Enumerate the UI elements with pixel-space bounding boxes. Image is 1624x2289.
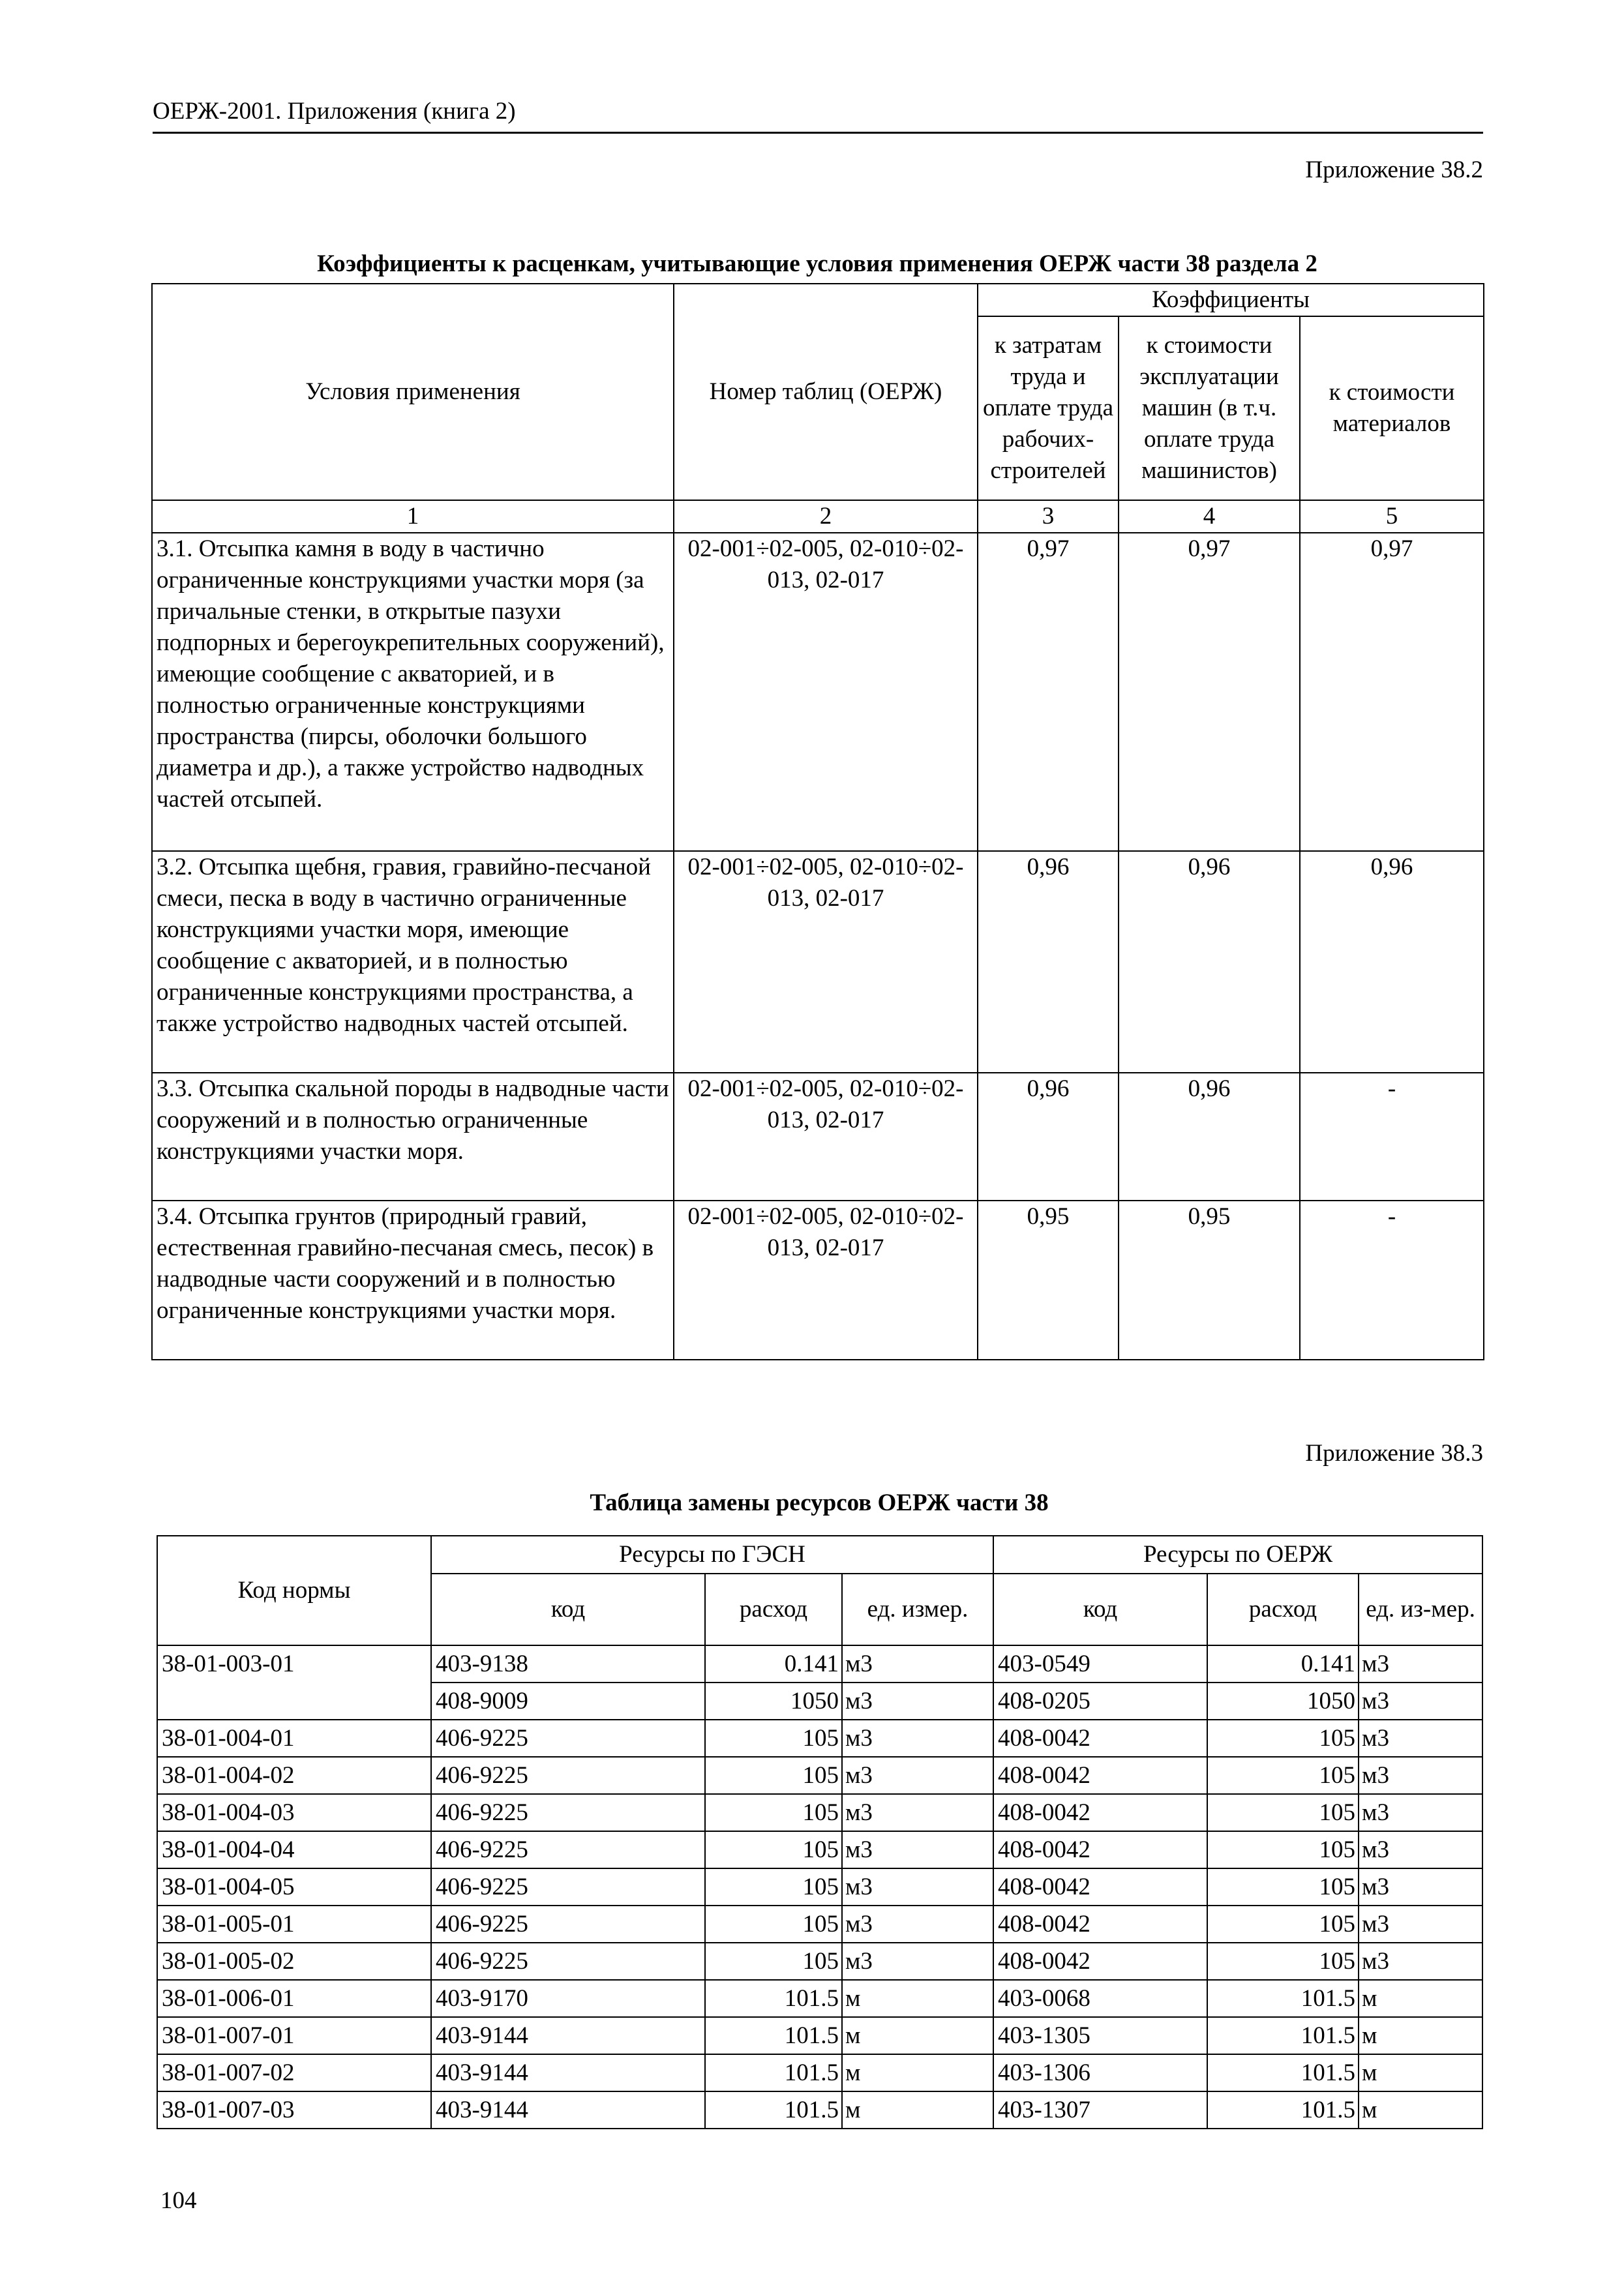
gesn-code-cell: 403-9170 [431,1980,705,2017]
machines-coef: 0,96 [1119,851,1300,1073]
labor-coef: 0,96 [978,851,1119,1073]
gesn-code-cell: 403-9144 [431,2054,705,2091]
table1-caption: Коэффициенты к расценкам, учитывающие условия применения ОЕРЖ части 38 раздела 2 [317,250,1317,277]
running-head: ОЕРЖ-2001. Приложения (книга 2) [153,97,1483,134]
oerzh-code-cell: 408-0042 [993,1943,1207,1980]
oerzh-consumption-cell: 105 [1207,1831,1359,1868]
table-row [157,1645,1482,1683]
gesn-code-cell: 406-9225 [431,1906,705,1943]
header-consumption: расход [1207,1574,1359,1645]
oerzh-consumption-cell: 105 [1207,1757,1359,1794]
oerzh-unit-cell: м3 [1359,1906,1482,1943]
oerzh-unit-cell: м [1359,2091,1482,2129]
gesn-consumption-cell: 101.5 [705,1980,842,2017]
page-number: 104 [160,2187,197,2214]
gesn-unit-cell: м3 [842,1645,993,1683]
appendix-label: Приложение 38.3 [1305,1440,1483,1467]
machines-coef: 0,95 [1119,1201,1300,1360]
header-code: код [431,1574,705,1645]
table-row [157,1906,1482,1943]
gesn-unit-cell: м3 [842,1683,993,1720]
table-row [152,1201,1484,1360]
gesn-code-cell: 403-9144 [431,2017,705,2054]
table-row [157,2054,1482,2091]
oerzh-code-cell: 403-0068 [993,1980,1207,2017]
oerzh-consumption-cell: 105 [1207,1868,1359,1906]
gesn-code-cell: 403-9144 [431,2091,705,2129]
oerzh-unit-cell: м3 [1359,1683,1482,1720]
gesn-unit-cell: м3 [842,1720,993,1757]
gesn-code-cell: 406-9225 [431,1868,705,1906]
gesn-code-cell: 406-9225 [431,1943,705,1980]
gesn-consumption-cell: 1050 [705,1683,842,1720]
col-number: 1 [152,500,674,533]
oerzh-unit-cell: м [1359,2054,1482,2091]
table-row [157,1720,1482,1757]
norm-code-cell: 38-01-004-05 [157,1868,431,1906]
table-row [152,851,1484,1073]
oerzh-unit-cell: м3 [1359,1943,1482,1980]
oerzh-consumption-cell: 101.5 [1207,1980,1359,2017]
oerzh-consumption-cell: 101.5 [1207,2017,1359,2054]
header-unit: ед. измер. [842,1574,993,1645]
oerzh-code-cell: 403-0549 [993,1645,1207,1683]
table-row [157,1868,1482,1906]
table-row [157,2017,1482,2054]
header-gesn: Ресурсы по ГЭСН [431,1536,993,1574]
tables-cell: 02-001÷02-005, 02-010÷02-013, 02-017 [674,1073,978,1201]
gesn-code-cell: 406-9225 [431,1794,705,1831]
norm-code-cell: 38-01-007-03 [157,2091,431,2129]
condition-cell: 3.2. Отсыпка щебня, гравия, гравийно-песчаной смеси, песка в воду в частично ограниченные конструкциями участки моря, имеющие сообщение с акваторией, и в полностью ограниченные конструкциями пространства, а также устройство надводных частей отсыпей. [152,851,674,1073]
appendix-label: Приложение 38.2 [1305,157,1483,183]
table-row [152,1073,1484,1201]
oerzh-unit-cell: м3 [1359,1831,1482,1868]
header-labor: к затратам труда и оплате труда рабочих-строителей [978,316,1119,500]
gesn-unit-cell: м3 [842,1906,993,1943]
gesn-consumption-cell: 105 [705,1720,842,1757]
oerzh-consumption-cell: 105 [1207,1794,1359,1831]
gesn-consumption-cell: 101.5 [705,2017,842,2054]
oerzh-unit-cell: м3 [1359,1645,1482,1683]
norm-code-cell: 38-01-005-01 [157,1906,431,1943]
table-row [157,1831,1482,1868]
oerzh-consumption-cell: 105 [1207,1943,1359,1980]
materials-coef: 0,97 [1300,533,1484,851]
norm-code-cell: 38-01-006-01 [157,1980,431,2017]
table-row [157,2091,1482,2129]
col-number: 2 [674,500,978,533]
gesn-code-cell: 408-9009 [431,1683,705,1720]
materials-coef: 0,96 [1300,851,1484,1073]
oerzh-code-cell: 408-0042 [993,1868,1207,1906]
gesn-unit-cell: м [842,2017,993,2054]
gesn-consumption-cell: 101.5 [705,2054,842,2091]
oerzh-code-cell: 408-0042 [993,1794,1207,1831]
gesn-unit-cell: м3 [842,1757,993,1794]
norm-code-cell: 38-01-007-01 [157,2017,431,2054]
labor-coef: 0,97 [978,533,1119,851]
oerzh-code-cell: 408-0042 [993,1831,1207,1868]
table-row [157,1943,1482,1980]
labor-coef: 0,95 [978,1201,1119,1360]
oerzh-unit-cell: м3 [1359,1868,1482,1906]
gesn-unit-cell: м [842,1980,993,2017]
gesn-unit-cell: м3 [842,1868,993,1906]
header-table-numbers: Номер таблиц (ОЕРЖ) [674,284,978,500]
gesn-consumption-cell: 0.141 [705,1645,842,1683]
gesn-unit-cell: м3 [842,1794,993,1831]
gesn-code-cell: 406-9225 [431,1757,705,1794]
norm-code-cell: 38-01-004-02 [157,1757,431,1794]
table-row [157,1757,1482,1794]
table-row [157,1794,1482,1831]
oerzh-consumption-cell: 101.5 [1207,2054,1359,2091]
oerzh-consumption-cell: 1050 [1207,1683,1359,1720]
gesn-unit-cell: м3 [842,1943,993,1980]
tables-cell: 02-001÷02-005, 02-010÷02-013, 02-017 [674,1201,978,1360]
gesn-code-cell: 406-9225 [431,1831,705,1868]
gesn-consumption-cell: 101.5 [705,2091,842,2129]
table-row [157,1980,1482,2017]
tables-cell: 02-001÷02-005, 02-010÷02-013, 02-017 [674,533,978,851]
oerzh-code-cell: 403-1305 [993,2017,1207,2054]
col-number: 4 [1119,500,1300,533]
table-row [152,533,1484,851]
gesn-consumption-cell: 105 [705,1868,842,1906]
oerzh-code-cell: 408-0042 [993,1906,1207,1943]
oerzh-code-cell: 408-0205 [993,1683,1207,1720]
norm-code-cell: 38-01-003-01 [157,1645,431,1720]
norm-code-cell: 38-01-004-04 [157,1831,431,1868]
oerzh-unit-cell: м3 [1359,1794,1482,1831]
resource-replacement-table [157,1535,1483,2129]
machines-coef: 0,96 [1119,1073,1300,1201]
condition-cell: 3.3. Отсыпка скальной породы в надводные части сооружений и в полностью ограниченные конструкциями участки моря. [152,1073,674,1201]
norm-code-cell: 38-01-004-01 [157,1720,431,1757]
tables-cell: 02-001÷02-005, 02-010÷02-013, 02-017 [674,851,978,1073]
condition-cell: 3.4. Отсыпка грунтов (природный гравий, естественная гравийно-песчаная смесь, песок) в надводные части сооружений и в полностью ограниченные конструкциями участки моря. [152,1201,674,1360]
header-consumption: расход [705,1574,842,1645]
gesn-consumption-cell: 105 [705,1943,842,1980]
oerzh-unit-cell: м [1359,2017,1482,2054]
gesn-code-cell: 406-9225 [431,1720,705,1757]
oerzh-code-cell: 408-0042 [993,1757,1207,1794]
header-norm-code: Код нормы [157,1536,431,1645]
oerzh-unit-cell: м3 [1359,1757,1482,1794]
header-conditions: Условия применения [152,284,674,500]
coefficients-table [151,283,1484,1360]
oerzh-consumption-cell: 101.5 [1207,2091,1359,2129]
gesn-consumption-cell: 105 [705,1831,842,1868]
machines-coef: 0,97 [1119,533,1300,851]
norm-code-cell: 38-01-004-03 [157,1794,431,1831]
materials-coef: - [1300,1073,1484,1201]
materials-coef: - [1300,1201,1484,1360]
header-coefficients: Коэффициенты [978,284,1484,316]
gesn-unit-cell: м [842,2054,993,2091]
oerzh-code-cell: 408-0042 [993,1720,1207,1757]
col-number: 3 [978,500,1119,533]
oerzh-code-cell: 403-1307 [993,2091,1207,2129]
gesn-consumption-cell: 105 [705,1757,842,1794]
header-code: код [993,1574,1207,1645]
header-oerzh: Ресурсы по ОЕРЖ [993,1536,1482,1574]
gesn-code-cell: 403-9138 [431,1645,705,1683]
header-materials: к стоимости материалов [1300,316,1484,500]
gesn-unit-cell: м3 [842,1831,993,1868]
oerzh-unit-cell: м [1359,1980,1482,2017]
gesn-consumption-cell: 105 [705,1794,842,1831]
gesn-consumption-cell: 105 [705,1906,842,1943]
labor-coef: 0,96 [978,1073,1119,1201]
table2-caption: Таблица замены ресурсов ОЕРЖ части 38 [590,1489,1049,1516]
oerzh-consumption-cell: 105 [1207,1720,1359,1757]
oerzh-code-cell: 403-1306 [993,2054,1207,2091]
norm-code-cell: 38-01-005-02 [157,1943,431,1980]
header-unit: ед. из-мер. [1359,1574,1482,1645]
oerzh-consumption-cell: 105 [1207,1906,1359,1943]
norm-code-cell: 38-01-007-02 [157,2054,431,2091]
oerzh-unit-cell: м3 [1359,1720,1482,1757]
oerzh-consumption-cell: 0.141 [1207,1645,1359,1683]
col-number: 5 [1300,500,1484,533]
gesn-unit-cell: м [842,2091,993,2129]
header-machines: к стоимости эксплуатации машин (в т.ч. оплате труда машинистов) [1119,316,1300,500]
condition-cell: 3.1. Отсыпка камня в воду в частично ограниченные конструкциями участки моря (за причальные стенки, в открытые пазухи подпорных и берегоукрепительных сооружений), имеющие сообщение с акваторией, и в полностью ограниченные конструкциями пространства (пирсы, оболочки большого диаметра и др.), а также устройство надводных частей отсыпей. [152,533,674,851]
